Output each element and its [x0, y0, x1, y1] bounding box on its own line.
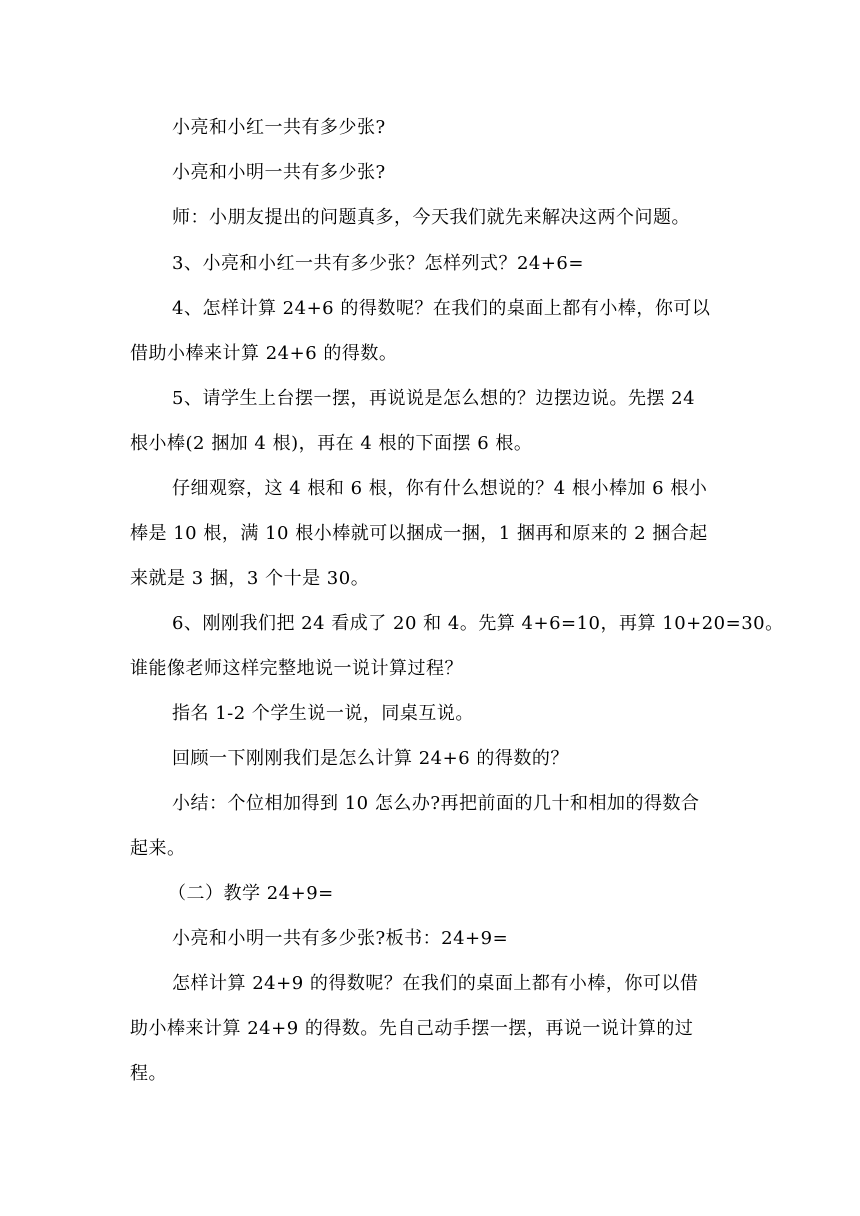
text-line: 起来。: [130, 838, 186, 859]
text-line: 谁能像老师这样完整地说一说计算过程？: [130, 658, 463, 679]
text-line: 6、刚刚我们把 24 看成了 20 和 4。先算 4+6=10，再算 10+20=30。: [172, 613, 784, 634]
text-line: 棒是 10 根，满 10 根小棒就可以捆成一捆，1 捆再和原来的 2 捆合起: [130, 523, 708, 544]
text-line: 怎样计算 24+9 的得数呢？在我们的桌面上都有小棒，你可以借: [172, 973, 699, 994]
text-line: 借助小棒来计算 24+6 的得数。: [130, 343, 398, 364]
text-line: 5、请学生上台摆一摆，再说说是怎么想的？边摆边说。先摆 24: [172, 388, 696, 409]
text-line: 程。: [130, 1063, 167, 1084]
section-heading: （二）教学 24+9=: [168, 883, 334, 904]
text-line: 4、怎样计算 24+6 的得数呢？在我们的桌面上都有小棒，你可以: [172, 298, 711, 319]
text-line: 师：小朋友提出的问题真多，今天我们就先来解决这两个问题。: [172, 207, 690, 228]
text-line: 指名 1-2 个学生说一说，同桌互说。: [172, 703, 474, 724]
text-line: 仔细观察，这 4 根和 6 根，你有什么想说的？4 根小棒加 6 根小: [172, 478, 708, 499]
text-line: 来就是 3 捆，3 个十是 30。: [130, 568, 370, 589]
text-line: 3、小亮和小红一共有多少张？怎样列式？24+6=: [172, 253, 584, 274]
text-line: 根小棒(2 捆加 4 根)，再在 4 根的下面摆 6 根。: [130, 433, 533, 454]
text-line: 小亮和小红一共有多少张?: [172, 117, 386, 138]
text-line: 回顾一下刚刚我们是怎么计算 24+6 的得数的？: [172, 748, 569, 769]
text-line: 小亮和小明一共有多少张?: [172, 162, 386, 183]
text-line: 助小棒来计算 24+9 的得数。先自己动手摆一摆，再说一说计算的过: [130, 1018, 694, 1039]
text-line: 小亮和小明一共有多少张?板书：24+9=: [172, 928, 509, 949]
text-line: 小结：个位相加得到 10 怎么办?再把前面的几十和相加的得数合: [172, 793, 700, 814]
